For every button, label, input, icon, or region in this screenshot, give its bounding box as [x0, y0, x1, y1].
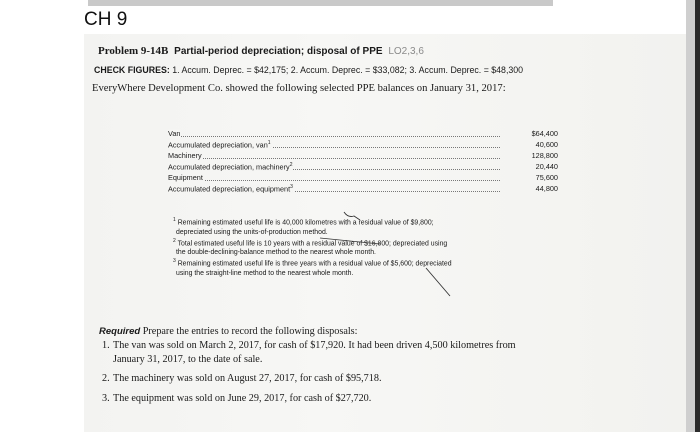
footnote-text-cont: using the straight-line method to the nearest whole month.: [176, 269, 354, 277]
footnote-marker: 3: [290, 184, 293, 190]
right-dark-edge: [695, 0, 700, 432]
required-item-text: The machinery was sold on August 27, 2017, for cash of $95,718.: [113, 373, 382, 384]
balance-amount: 20,440: [535, 162, 558, 171]
footnote-text-cont: depreciated using the units-of-production method.: [176, 228, 328, 236]
required-item-number: 1.: [102, 340, 110, 351]
required-label: Required: [99, 326, 141, 337]
required-item-text: The van was sold on March 2, 2017, for cash of $17,920. It had been driven 4,500 kilometres from: [113, 340, 516, 351]
required-section: [99, 325, 619, 406]
required-intro: Prepare the entries to record the following disposals:: [142, 326, 358, 337]
check-figures-text: 1. Accum. Deprec. = $42,175; 2. Accum. Deprec. = $33,082; 3. Accum. Deprec. = $48,300: [172, 65, 524, 75]
balance-amount: 44,800: [535, 184, 558, 193]
footnote-text-cont: the double-declining-balance method to the nearest whole month.: [176, 249, 376, 257]
footnote-marker: 1: [267, 140, 271, 146]
right-gray-edge: [686, 0, 695, 432]
problem-title: Partial-period depreciation; disposal of PPE: [174, 46, 383, 57]
footnote-text: Remaining estimated useful life is 40,000 kilometres with a residual value of $9,800;: [177, 219, 434, 227]
footnote-number: 3: [173, 258, 176, 265]
balance-amount: $64,400: [531, 129, 558, 138]
problem-number: Problem 9-14B: [98, 45, 169, 57]
footnote-text: Total estimated useful life is 10 years with a residual value of $16,800; depreciated using: [177, 240, 448, 247]
footnote-text: Remaining estimated useful life is three years with a residual value of $5,600; depreciated: [177, 260, 452, 268]
required-item: [99, 372, 619, 386]
required-item-text: The equipment was sold on June 29, 2017, for cash of $27,720.: [113, 393, 372, 404]
balance-amount: 128,800: [531, 151, 558, 160]
chapter-title: CH 9: [84, 9, 128, 30]
balance-amount: 40,600: [535, 140, 558, 149]
balance-label: Van: [168, 129, 181, 138]
top-gray-strip: [88, 0, 553, 6]
balance-label: Accumulated depreciation, machinery: [168, 162, 290, 172]
required-item-text-cont: January 31, 2017, to the date of sale.: [113, 354, 263, 365]
footnote-number: 1: [173, 217, 176, 223]
learning-objectives: LO2,3,6: [388, 46, 424, 57]
balance-label: Accumulated depreciation, van: [168, 140, 268, 150]
balance-amount: 75,600: [535, 173, 558, 182]
balance-label: Equipment: [168, 173, 203, 182]
balance-label: Accumulated depreciation, equipment: [168, 184, 291, 194]
footnote-number: 2: [173, 237, 176, 244]
required-item-number: 2.: [102, 373, 110, 384]
problem-intro: EveryWhere Development Co. showed the following selected PPE balances on January 31, 2017:: [92, 83, 506, 94]
required-item: [99, 339, 619, 367]
required-item: [99, 392, 619, 406]
balance-label: Machinery: [168, 151, 202, 160]
footnote-marker: 2: [289, 162, 293, 168]
textbook-page-photo: [84, 34, 686, 432]
check-figures-label: CHECK FIGURES:: [94, 65, 170, 75]
required-item-number: 3.: [102, 393, 110, 404]
